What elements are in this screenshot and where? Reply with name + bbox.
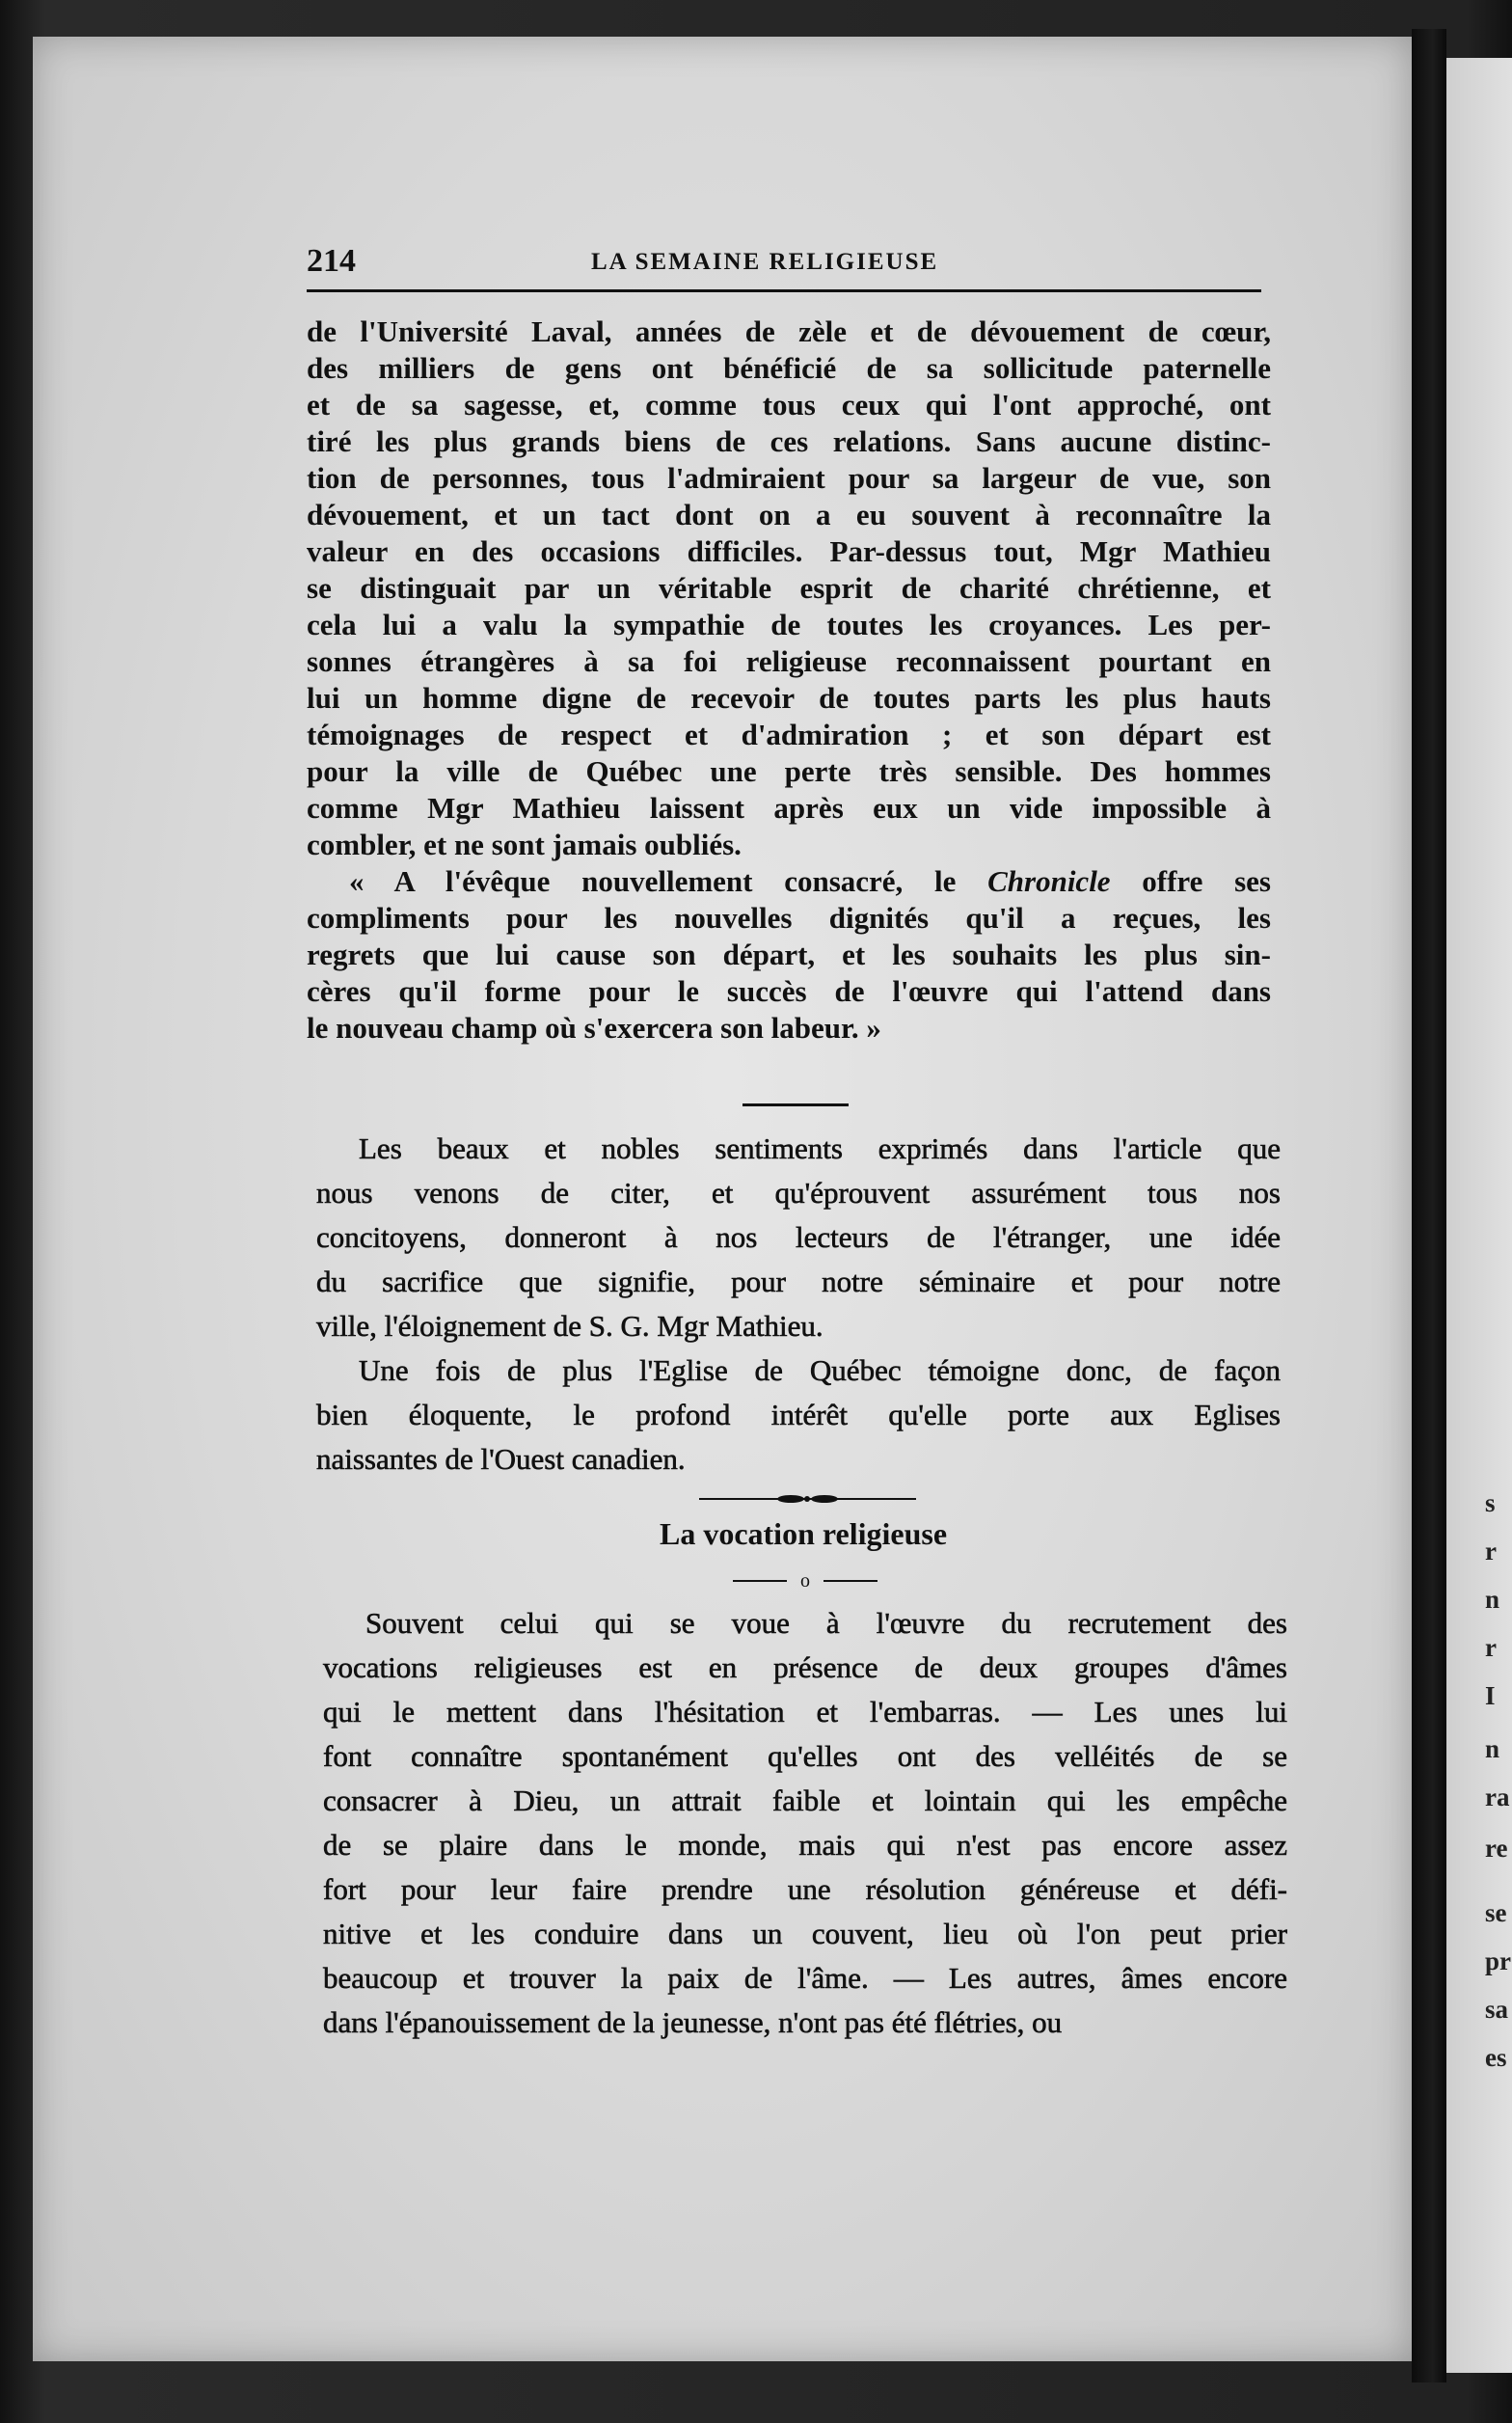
text-line: font connaître spontanément qu'elles ont des velléités de se [323, 1739, 1287, 1773]
text-line: dévouement, et un tact dont on a eu souvent à reconnaître la [307, 498, 1271, 531]
text-line: consacrer à Dieu, un attrait faible et lointain qui les empêche [323, 1783, 1287, 1817]
newspaper-title: Chronicle [987, 864, 1111, 898]
text-line: compliments pour les nouvelles dignités qu'il a reçues, les [307, 901, 1271, 935]
facing-page-fragment: s [1485, 1488, 1496, 1517]
text-line: nitive et les conduire dans un couvent, lieu où l'on peut prier [323, 1917, 1287, 1950]
text-line: de l'Université Laval, années de zèle et de dévouement de cœur, [307, 314, 1271, 348]
text-line: nous venons de citer, et qu'éprouvent assurément tous nos [316, 1176, 1281, 1210]
text-line: valeur en des occasions difficiles. Par-dessus tout, Mgr Mathieu [307, 534, 1271, 568]
text-line: du sacrifice que signifie, pour notre séminaire et pour notre [316, 1265, 1281, 1298]
text-line: cères qu'il forme pour le succès de l'œuvre qui l'attend dans [307, 974, 1271, 1008]
text-line: bien éloquente, le profond intérêt qu'elle porte aux Eglises [316, 1398, 1281, 1431]
book-gutter [1412, 29, 1446, 2382]
paragraph-continued [307, 313, 1271, 1047]
text-line: sonnes étrangères à sa foi religieuse reconnaissent pourtant en [307, 644, 1271, 678]
facing-page-fragment: re [1485, 1834, 1508, 1863]
vocation-paragraph [323, 1601, 1287, 2045]
facing-page-fragment: ra [1485, 1783, 1510, 1811]
facing-page-fragment: r [1485, 1633, 1497, 1662]
facing-page-fragment: se [1485, 1898, 1507, 1927]
commentary-paragraphs [316, 1127, 1281, 1482]
page-header [307, 243, 1261, 282]
section-separator [742, 1103, 849, 1106]
text-line: beaucoup et trouver la paix de l'âme. — Les autres, âmes encore [323, 1961, 1287, 1995]
text-line: cela lui a valu la sympathie de toutes les croyances. Les per- [307, 608, 1271, 641]
facing-page-fragment: pr [1485, 1947, 1511, 1975]
text-line: concitoyens, donneront à nos lecteurs de l'étranger, une idée [316, 1220, 1281, 1254]
title-sub-ornament: o [733, 1570, 878, 1590]
text-line: pour la ville de Québec une perte très sensible. Des hommes [307, 754, 1271, 788]
text-line: se distinguait par un véritable esprit de charité chrétienne, et [307, 571, 1271, 605]
text-line: Souvent celui qui se voue à l'œuvre du recrutement des [365, 1606, 1287, 1640]
text-line: ville, l'éloignement de S. G. Mgr Mathieu. [316, 1309, 824, 1343]
text-line: qui le mettent dans l'hésitation et l'embarras. — Les unes lui [323, 1695, 1287, 1729]
text-line: combler, et ne sont jamais oubliés. [307, 828, 742, 861]
text-line: lui un homme digne de recevoir de toutes parts les plus hauts [307, 681, 1271, 715]
text-line: le nouveau champ où s'exercera son labeur. » [307, 1011, 881, 1045]
facing-page-fragment: r [1485, 1537, 1497, 1565]
text-line: témoignages de respect et d'admiration ; et son départ est [307, 718, 1271, 751]
quote-first-line: « A l'évêque nouvellement consacré, le Chronicle offre ses [349, 864, 1271, 898]
text-line: tion de personnes, tous l'admiraient pour sa largeur de vue, son [307, 461, 1271, 495]
text-line: comme Mgr Mathieu laissent après eux un vide impossible à [307, 791, 1271, 825]
header-rule [307, 289, 1261, 292]
facing-page-fragment: es [1485, 2043, 1507, 2072]
text-line: Les beaux et nobles sentiments exprimés dans l'article que [359, 1131, 1281, 1165]
ornament-divider [699, 1495, 916, 1503]
text-line: naissantes de l'Ouest canadien. [316, 1442, 686, 1476]
facing-page-fragment: n [1485, 1734, 1500, 1763]
facing-page-fragment: n [1485, 1585, 1500, 1614]
facing-page-edge [1446, 58, 1512, 2373]
facing-page-fragment: I [1485, 1681, 1496, 1710]
running-title: LA SEMAINE RELIGIEUSE [591, 249, 939, 275]
text-line: des milliers de gens ont bénéficié de sa sollicitude paternelle [307, 351, 1271, 385]
text-line: et de sa sagesse, et, comme tous ceux qui l'ont approché, ont [307, 388, 1271, 422]
text-line: de se plaire dans le monde, mais qui n'est pas encore assez [323, 1828, 1287, 1862]
section-title: La vocation religieuse [659, 1516, 948, 1551]
text-line: tiré les plus grands biens de ces relations. Sans aucune distinc- [307, 424, 1271, 458]
text-line: Une fois de plus l'Eglise de Québec témoigne donc, de façon [359, 1353, 1281, 1387]
text-line: fort pour leur faire prendre une résolution généreuse et défi- [323, 1872, 1287, 1906]
page-number: 214 [307, 243, 356, 279]
facing-page-fragment: sa [1485, 1995, 1509, 2024]
text-line: regrets que lui cause son départ, et les souhaits les plus sin- [307, 938, 1271, 971]
text-line: vocations religieuses est en présence de deux groupes d'âmes [323, 1650, 1287, 1684]
text-line: dans l'épanouissement de la jeunesse, n'ont pas été flétries, ou [323, 2005, 1063, 2039]
